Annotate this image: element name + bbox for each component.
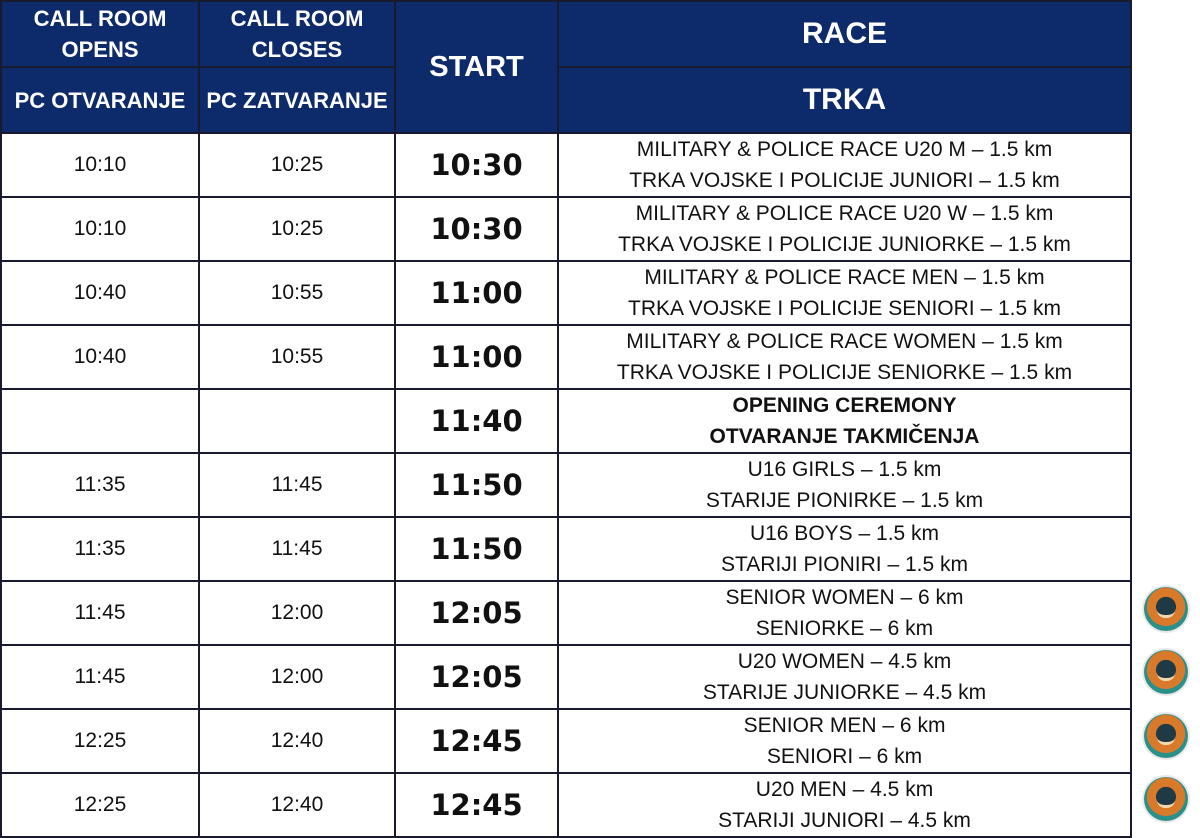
header-start: START <box>395 1 558 133</box>
call-room-opens-cell <box>1 389 199 453</box>
race-name-en: U16 BOYS – 1.5 km <box>749 522 940 545</box>
race-cell <box>558 517 1131 581</box>
race-name-sr: STARIJI PIONIRI – 1.5 km <box>721 553 968 576</box>
call-room-opens-cell: 10:40 <box>1 325 199 389</box>
start-time-cell: 10:30 <box>395 197 558 261</box>
call-room-closes-cell: 10:25 <box>199 133 395 197</box>
race-cell <box>558 709 1131 773</box>
call-room-closes-cell: 11:45 <box>199 517 395 581</box>
schedule-header <box>1 1 1131 133</box>
race-name-sr: SENIORKE – 6 km <box>755 617 934 640</box>
race-cell <box>558 197 1131 261</box>
call-room-opens-cell: 10:10 <box>1 197 199 261</box>
race-name-sr: TRKA VOJSKE I POLICIJE SENIORI – 1.5 km <box>628 297 1061 320</box>
start-time-cell: 11:00 <box>395 261 558 325</box>
event-logo-icon <box>1144 587 1188 631</box>
race-name-sr: TRKA VOJSKE I POLICIJE SENIORKE – 1.5 km <box>616 361 1073 384</box>
event-logo-icon <box>1144 714 1188 758</box>
race-name-sr: STARIJE JUNIORKE – 4.5 km <box>702 681 987 704</box>
call-room-closes-cell: 10:25 <box>199 197 395 261</box>
header-call-room-closes: CALL ROOM CLOSES <box>199 1 395 67</box>
race-name-en: MILITARY & POLICE RACE U20 M – 1.5 km <box>636 138 1053 161</box>
table-row <box>1 133 1131 197</box>
race-name-sr: OTVARANJE TAKMIČENJA <box>709 425 980 448</box>
race-cell <box>558 581 1131 645</box>
table-row <box>1 517 1131 581</box>
call-room-opens-cell: 11:45 <box>1 581 199 645</box>
race-cell <box>558 325 1131 389</box>
race-cell <box>558 773 1131 837</box>
call-room-opens-cell: 11:45 <box>1 645 199 709</box>
race-name-en: MILITARY & POLICE RACE WOMEN – 1.5 km <box>626 330 1063 353</box>
call-room-closes-cell: 12:40 <box>199 773 395 837</box>
race-name-en: U20 MEN – 4.5 km <box>755 778 934 801</box>
event-logo-icon <box>1144 650 1188 694</box>
call-room-opens-cell: 10:40 <box>1 261 199 325</box>
start-time-cell: 12:05 <box>395 581 558 645</box>
table-row <box>1 261 1131 325</box>
table-row <box>1 645 1131 709</box>
header-race: RACE <box>558 1 1131 67</box>
start-time-cell: 12:45 <box>395 709 558 773</box>
table-row <box>1 389 1131 453</box>
call-room-closes-cell: 12:40 <box>199 709 395 773</box>
race-cell <box>558 645 1131 709</box>
race-cell <box>558 133 1131 197</box>
race-name-en: U16 GIRLS – 1.5 km <box>747 458 942 481</box>
race-name-en: SENIOR MEN – 6 km <box>743 714 946 737</box>
header-trka: TRKA <box>558 67 1131 133</box>
call-room-opens-cell: 11:35 <box>1 453 199 517</box>
call-room-opens-cell: 12:25 <box>1 773 199 837</box>
race-name-sr: STARIJE PIONIRKE – 1.5 km <box>705 489 984 512</box>
call-room-opens-cell: 10:10 <box>1 133 199 197</box>
start-time-cell: 11:00 <box>395 325 558 389</box>
race-name-en: MILITARY & POLICE RACE U20 W – 1.5 km <box>635 202 1054 225</box>
table-row <box>1 325 1131 389</box>
call-room-closes-cell: 10:55 <box>199 261 395 325</box>
call-room-closes-cell: 11:45 <box>199 453 395 517</box>
start-time-cell: 11:40 <box>395 389 558 453</box>
start-time-cell: 11:50 <box>395 453 558 517</box>
table-row <box>1 453 1131 517</box>
race-name-sr: TRKA VOJSKE I POLICIJE JUNIORKE – 1.5 km <box>618 233 1071 256</box>
table-row <box>1 773 1131 837</box>
race-name-sr: STARIJI JUNIORI – 4.5 km <box>718 809 971 832</box>
call-room-closes-cell: 12:00 <box>199 581 395 645</box>
race-name-en: OPENING CEREMONY <box>732 394 957 417</box>
race-cell <box>558 453 1131 517</box>
header-call-room-opens: CALL ROOM OPENS <box>1 1 199 67</box>
start-time-cell: 12:45 <box>395 773 558 837</box>
call-room-closes-cell: 12:00 <box>199 645 395 709</box>
race-name-sr: SENIORI – 6 km <box>766 745 923 768</box>
event-logo-icon <box>1144 777 1188 821</box>
start-time-cell: 12:05 <box>395 645 558 709</box>
race-name-en: U20 WOMEN – 4.5 km <box>737 650 952 673</box>
header-pc-zatvaranje: PC ZATVARANJE <box>199 67 395 133</box>
table-row <box>1 709 1131 773</box>
race-name-sr: TRKA VOJSKE I POLICIJE JUNIORI – 1.5 km <box>629 169 1060 192</box>
race-cell <box>558 389 1131 453</box>
race-name-en: SENIOR WOMEN – 6 km <box>725 586 964 609</box>
call-room-closes-cell: 10:55 <box>199 325 395 389</box>
schedule-body <box>1 133 1131 837</box>
start-time-cell: 11:50 <box>395 517 558 581</box>
table-row <box>1 197 1131 261</box>
race-name-en: MILITARY & POLICE RACE MEN – 1.5 km <box>644 266 1045 289</box>
race-cell <box>558 261 1131 325</box>
call-room-closes-cell <box>199 389 395 453</box>
table-row <box>1 581 1131 645</box>
call-room-opens-cell: 11:35 <box>1 517 199 581</box>
header-pc-otvaranje: PC OTVARANJE <box>1 67 199 133</box>
start-time-cell: 10:30 <box>395 133 558 197</box>
call-room-opens-cell: 12:25 <box>1 709 199 773</box>
